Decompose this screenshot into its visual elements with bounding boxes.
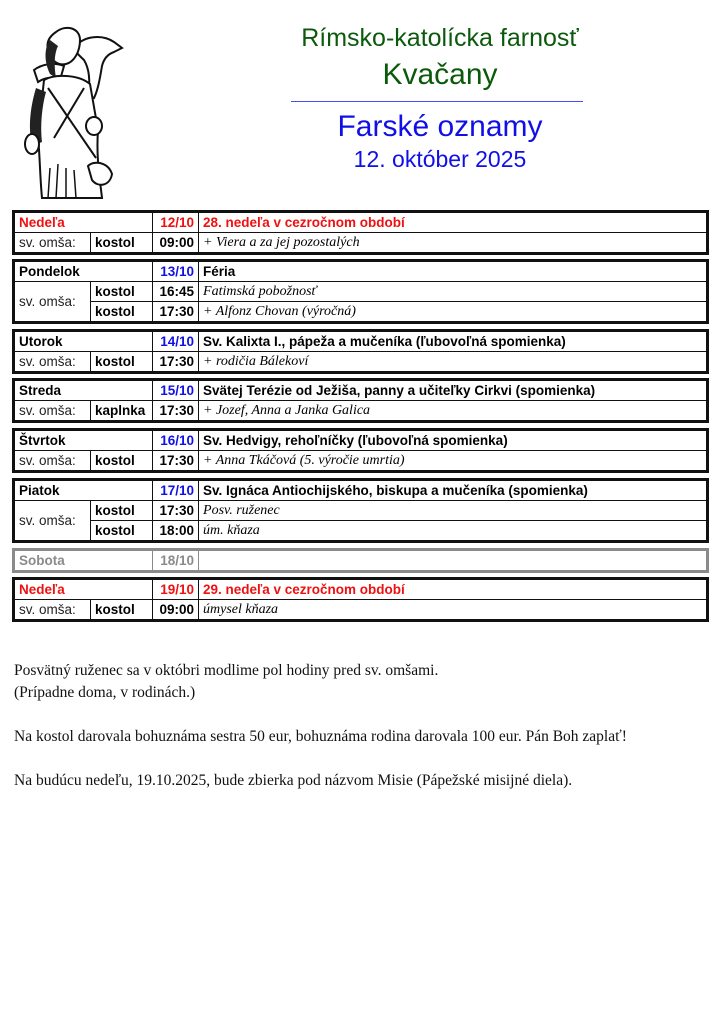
- day-name: Sobota: [15, 551, 153, 571]
- day-block-wednesday: [12, 378, 709, 423]
- day-block-tuesday: [12, 329, 709, 374]
- day-date: 15/10: [153, 381, 199, 401]
- day-block-friday: [12, 478, 709, 543]
- parish-town: Kvačany: [382, 58, 498, 91]
- day-header-row: [15, 381, 707, 401]
- mass-row: [15, 401, 707, 421]
- day-name: Štvrtok: [15, 431, 153, 451]
- mass-label: sv. omša:: [15, 282, 91, 322]
- announcement-donation: Na kostol darovala bohuznáma sestra 50 eur, bohuznáma rodina darovala 100 eur. Pán Boh zaplať!: [14, 728, 627, 745]
- mass-time: 17:30: [153, 451, 199, 471]
- announcement-text: (Prípadne doma, v rodinách.): [14, 684, 196, 701]
- mass-intention: + Viera a za jej pozostalých: [199, 233, 707, 253]
- mass-location: kostol: [91, 451, 153, 471]
- day-header-row: [15, 431, 707, 451]
- bulletin-date: 12. október 2025: [353, 146, 527, 172]
- mass-time: 17:30: [153, 302, 199, 322]
- mass-label: sv. omša:: [15, 451, 91, 471]
- mass-location: kostol: [91, 282, 153, 302]
- day-name: Pondelok: [15, 262, 153, 282]
- mass-label: sv. omša:: [15, 600, 91, 620]
- mass-location: kostol: [91, 233, 153, 253]
- day-block-monday: [12, 259, 709, 324]
- mass-row: [15, 501, 707, 521]
- mass-label: sv. omša:: [15, 352, 91, 372]
- day-date: 14/10: [153, 332, 199, 352]
- mass-location: kaplnka: [91, 401, 153, 421]
- day-name: Utorok: [15, 332, 153, 352]
- mass-row: [15, 521, 707, 541]
- page-title: Farské oznamy: [337, 110, 543, 143]
- day-block-saturday: [12, 548, 709, 573]
- mass-label: sv. omša:: [15, 401, 91, 421]
- mass-row: [15, 233, 707, 253]
- mass-intention: Posv. ruženec: [199, 501, 707, 521]
- day-name: Piatok: [15, 481, 153, 501]
- announcements: [14, 660, 714, 814]
- mass-intention: + Alfonz Chovan (výročná): [199, 302, 707, 322]
- mass-row: [15, 600, 707, 620]
- mass-intention: úmysel kňaza: [199, 600, 707, 620]
- feast-name: 29. nedeľa v cezročnom období: [199, 580, 707, 600]
- mass-time: 09:00: [153, 600, 199, 620]
- day-date: 12/10: [153, 213, 199, 233]
- mass-time: 18:00: [153, 521, 199, 541]
- day-header-row: [15, 580, 707, 600]
- day-date: 16/10: [153, 431, 199, 451]
- mass-location: kostol: [91, 521, 153, 541]
- header-divider: [291, 101, 583, 102]
- mass-time: 09:00: [153, 233, 199, 253]
- mass-location: kostol: [91, 501, 153, 521]
- mass-row: [15, 282, 707, 302]
- day-header-row: [15, 213, 707, 233]
- feast-name: [199, 551, 707, 571]
- good-shepherd-icon: [14, 18, 124, 200]
- day-block-thursday: [12, 428, 709, 473]
- mass-intention: Fatimská pobožnosť: [199, 282, 707, 302]
- day-date: 13/10: [153, 262, 199, 282]
- day-header-row: [15, 332, 707, 352]
- mass-location: kostol: [91, 302, 153, 322]
- mass-intention: + Anna Tkáčová (5. výročie umrtia): [199, 451, 707, 471]
- mass-intention: úm. kňaza: [199, 521, 707, 541]
- feast-name: Sv. Ignáca Antiochijského, biskupa a mučeníka (spomienka): [199, 481, 707, 501]
- day-header-row: [15, 481, 707, 501]
- mass-label: sv. omša:: [15, 501, 91, 541]
- mass-time: 16:45: [153, 282, 199, 302]
- mass-row: [15, 302, 707, 322]
- mass-location: kostol: [91, 352, 153, 372]
- day-date: 19/10: [153, 580, 199, 600]
- mass-intention: + Jozef, Anna a Janka Galica: [199, 401, 707, 421]
- mass-row: [15, 451, 707, 471]
- mass-time: 17:30: [153, 401, 199, 421]
- day-date: 18/10: [153, 551, 199, 571]
- mass-label: sv. omša:: [15, 233, 91, 253]
- day-block-sunday-12-10: [12, 210, 709, 255]
- day-header-row: [15, 262, 707, 282]
- day-date: 17/10: [153, 481, 199, 501]
- announcement-text: Posvätný ruženec sa v októbri modlime pol hodiny pred sv. omšami.: [14, 662, 439, 679]
- mass-intention: + rodičia Bálekoví: [199, 352, 707, 372]
- day-name: Nedeľa: [15, 213, 153, 233]
- announcement-rosary: [14, 660, 714, 704]
- mass-location: kostol: [91, 600, 153, 620]
- day-header-row: [15, 551, 707, 571]
- feast-name: Svätej Terézie od Ježiša, panny a učiteľky Cirkvi (spomienka): [199, 381, 707, 401]
- mass-time: 17:30: [153, 501, 199, 521]
- feast-name: 28. nedeľa v cezročnom období: [199, 213, 707, 233]
- day-name: Nedeľa: [15, 580, 153, 600]
- feast-name: Sv. Kalixta I., pápeža a mučeníka (ľubovoľná spomienka): [199, 332, 707, 352]
- announcement-collection: Na budúcu nedeľu, 19.10.2025, bude zbierka pod názvom Misie (Pápežské misijné diela).: [14, 772, 573, 789]
- mass-row: [15, 352, 707, 372]
- feast-name: Sv. Hedvigy, rehoľníčky (ľubovoľná spomienka): [199, 431, 707, 451]
- mass-time: 17:30: [153, 352, 199, 372]
- day-block-sunday-19-10: [12, 577, 709, 622]
- feast-name: Féria: [199, 262, 707, 282]
- day-name: Streda: [15, 381, 153, 401]
- parish-name: Rímsko-katolícka farnosť: [301, 24, 579, 52]
